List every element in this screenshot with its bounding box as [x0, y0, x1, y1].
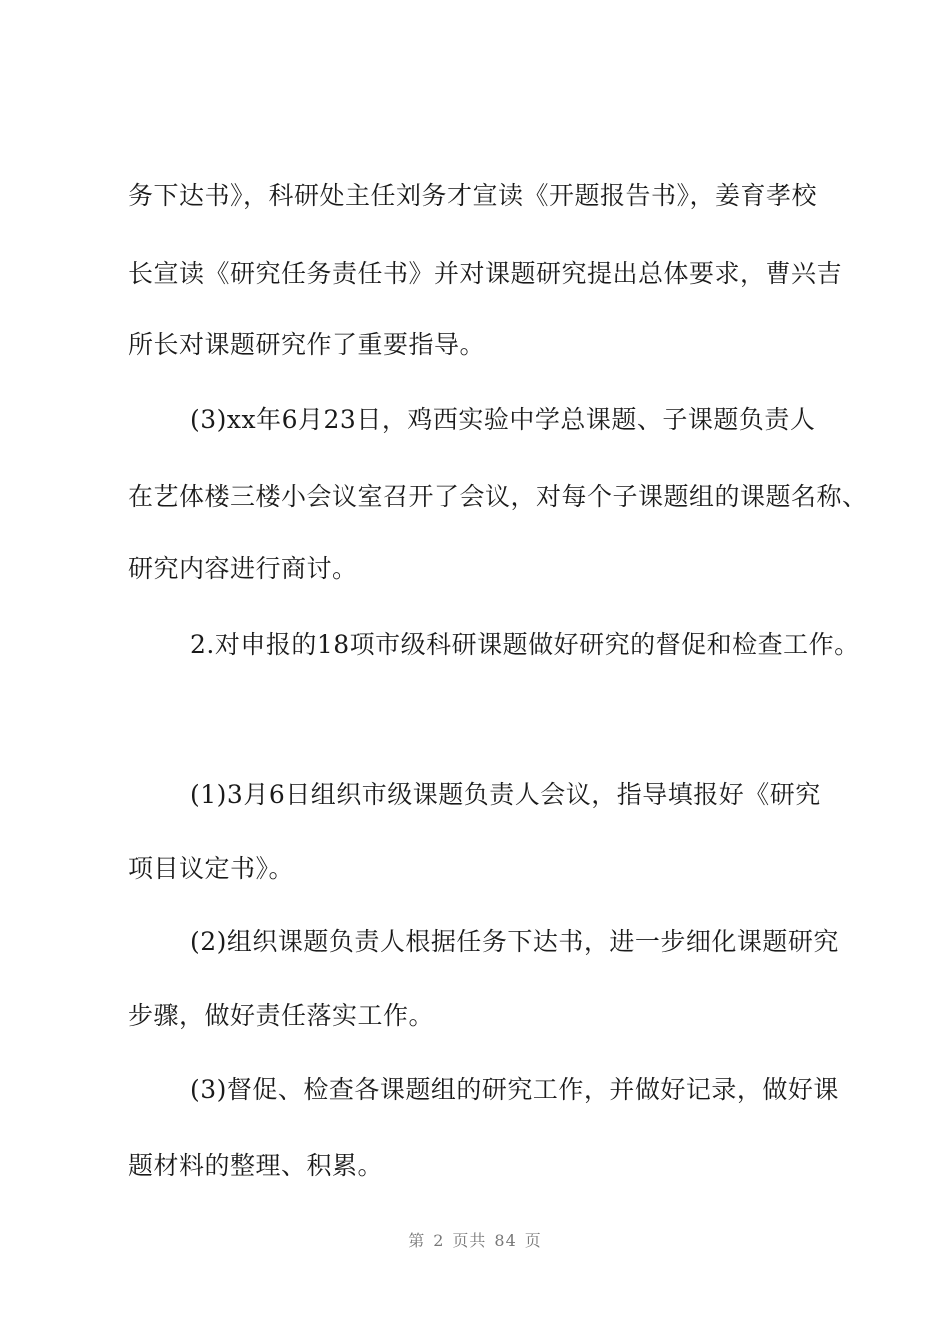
footer-middle: 页共	[452, 1231, 487, 1250]
paragraph-line: 在艺体楼三楼小会议室召开了会议，对每个子课题组的课题名称、	[128, 482, 868, 511]
paragraph-line: 务下达书》，科研处主任刘务才宣读《开题报告书》，姜育孝校	[128, 181, 818, 210]
paragraph-line: (2)组织课题负责人根据任务下达书，进一步细化课题研究	[190, 927, 839, 956]
paragraph-line: 题材料的整理、积累。	[128, 1151, 384, 1180]
paragraph-line: 2.对申报的18项市级科研课题做好研究的督促和检查工作。	[190, 630, 860, 659]
paragraph-line: (3)xx年6月23日，鸡西实验中学总课题、子课题负责人	[190, 405, 816, 434]
paragraph-line: 步骤，做好责任落实工作。	[128, 1001, 435, 1030]
page-footer	[0, 1228, 950, 1251]
footer-suffix: 页	[524, 1231, 542, 1250]
paragraph-line: 项目议定书》。	[128, 854, 295, 883]
paragraph-line: (1)3月6日组织市级课题负责人会议，指导填报好《研究	[190, 780, 821, 809]
footer-total-pages: 84	[494, 1231, 517, 1250]
footer-prefix: 第	[408, 1231, 426, 1250]
paragraph-line: 长宣读《研究任务责任书》并对课题研究提出总体要求，曹兴吉	[128, 259, 843, 288]
paragraph-line: (3)督促、检查各课题组的研究工作，并做好记录，做好课	[190, 1075, 839, 1104]
paragraph-line: 研究内容进行商讨。	[128, 554, 358, 583]
footer-page-number: 2	[433, 1231, 445, 1250]
paragraph-line: 所长对课题研究作了重要指导。	[128, 330, 486, 359]
